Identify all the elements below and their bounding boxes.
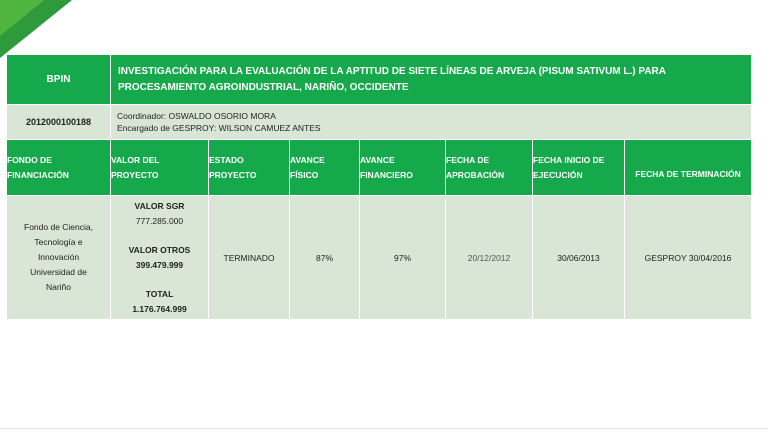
valor-otros: 399.479.999	[135, 259, 184, 270]
valor-otros-label: VALOR OTROS	[128, 244, 191, 255]
col-header-estado: ESTADO PROYECTO	[209, 140, 290, 196]
project-title-line-2: PROCESAMIENTO AGROINDUSTRIAL, NARIÑO, OCCIDENTE	[118, 81, 409, 93]
corner-decoration-inner	[0, 0, 44, 36]
fecha-terminacion-value: GESPROY 30/04/2016	[625, 196, 752, 320]
col-header-fecha-aprobacion: FECHA DE APROBACIÓN	[446, 140, 533, 196]
total-label: TOTAL	[145, 288, 174, 299]
footer-divider	[0, 428, 768, 429]
fecha-aprobacion-value: 20/12/2012	[446, 196, 533, 320]
valor-sgr: 777.285.000	[135, 215, 184, 226]
col-header-fecha-terminacion: FECHA DE TERMINACIÓN	[625, 140, 752, 196]
col-header-fondo: FONDO DE FINANCIACIÓN	[7, 140, 111, 196]
project-title-line-1: INVESTIGACIÓN PARA LA EVALUACIÓN DE LA APTITUD DE SIETE LÍNEAS DE ARVEJA (PISUM SATIVUM L.) PARA	[118, 65, 666, 77]
project-value	[111, 196, 209, 320]
bpin-code: 2012000100188	[7, 105, 111, 140]
valor-sgr-label: VALOR SGR	[134, 200, 185, 211]
col-header-avance-financiero: AVANCE FINANCIERO	[360, 140, 446, 196]
col-header-valor: VALOR DEL PROYECTO	[111, 140, 209, 196]
funding-source: Fondo de Ciencia, Tecnología e Innovación Universidad de Nariño	[7, 196, 111, 320]
project-title	[111, 55, 752, 105]
total-value: 1.176.764.999	[132, 303, 187, 314]
project-table	[6, 54, 752, 320]
avance-fisico-value: 87%	[290, 196, 360, 320]
avance-financiero-value: 97%	[360, 196, 446, 320]
estado-value: TERMINADO	[209, 196, 290, 320]
col-header-avance-fisico: AVANCE FÍSICO	[290, 140, 360, 196]
fecha-inicio-value: 30/06/2013	[533, 196, 625, 320]
project-responsibles	[111, 105, 752, 140]
coordinator: Coordinador: OSWALDO OSORIO MORA	[117, 111, 276, 121]
bpin-header: BPIN	[7, 55, 111, 105]
gesproy-manager: Encargado de GESPROY: WILSON CAMUEZ ANTES	[117, 123, 321, 133]
col-header-fecha-inicio: FECHA INICIO DE EJECUCIÓN	[533, 140, 625, 196]
